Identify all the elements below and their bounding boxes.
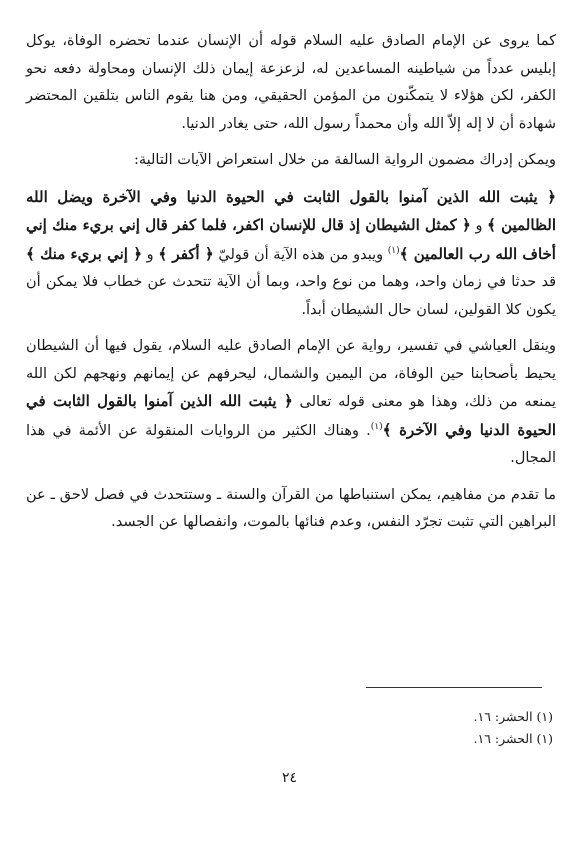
footnote-divider [366, 687, 542, 688]
quran-verse: ﴿ يثبت الله الذين آمنوا بالقول الثابت في الحيوة الدنيا وفي الآخرة ﴾ [26, 392, 556, 439]
page-number: ٢٤ [281, 770, 298, 786]
conjunction-text: و [470, 218, 488, 234]
footnote-marker[interactable]: (١) [387, 245, 400, 256]
conjunction-text: و [142, 246, 159, 263]
footnote-item: (١) الحشر: ١٦. [473, 731, 553, 746]
quran-verse: ﴿ كمثل الشيطان إذ قال للإنسان اكفر، فلما كفر قال إني بريء منك إني أخاف الله رب العالمين ﴾ [26, 216, 556, 263]
footnotes [474, 706, 553, 750]
body-text: قد حدثا في زمان واحد، وهما من نوع واحد، وبما أن الآية تتحدث عن خطاب فلا يمكن أن يكون كلا القولين، لسان حال الشيطان أبداً. [26, 274, 556, 318]
body-text: ويبدو من هذه الآية أن قوليّ [213, 246, 388, 263]
footnote-item: (١) الحشر: ١٦. [473, 709, 553, 724]
quran-verse: ﴿ يثبت الله الذين آمنوا بالقول الثابت في الحيوة الدنيا وفي الآخرة ويضل الله الظالمين ﴾ [26, 187, 556, 234]
footnote-marker[interactable]: (١) [370, 421, 383, 432]
paragraph-4 [26, 333, 556, 473]
paragraph-1: كما يروى عن الإمام الصادق عليه السلام قوله أن الإنسان عندما تحضره الوفاة، يوكل إبليس عدداً من شياطينه المساعدين له، لزعزعة إيمان ذلك الإنسان ومحاولة دفعه نحو الكفر، لكن هؤلاء لا يتمكّنون من المؤمن الحقيقي، ومن هنا يقوم الناس بتلقين المحتضر شهادة أن لا إله إلاّ الله وأن محمداً رسول الله، حتى يغادر الدنيا. [26, 33, 556, 132]
paragraph-5: ما تقدم من مفاهيم، يمكن استنباطها من القرآن والسنة ـ وستتحدث في فصل لاحق ـ عن البراهين التي تثبت تجرّد النفس، وعدم فنائها بالموت، وانفصالها عن الجسد. [26, 486, 556, 530]
body-text: . وهناك الكثير من الروايات المنقولة عن الأئمة في هذا المجال. [26, 422, 556, 466]
body-text: وينقل العياشي في تفسير، رواية عن الإمام الصادق عليه السلام، يقول فيها أن الشيطان يحيط بأصحابنا حين الوفاة، من اليمين والشمال، ليحرفهم عن إيمانهم ونهجهم لكن الله يمنعه من ذلك، وهذا هو معنى قوله تعالى [26, 338, 556, 410]
page-body [26, 28, 556, 537]
paragraph-3 [26, 184, 556, 325]
quran-verse: ﴿ أكفر ﴾ [158, 244, 214, 263]
paragraph-2: ويمكن إدراك مضمون الرواية السالفة من خلال استعراض الآيات التالية: [133, 152, 556, 168]
quran-verse: ﴿ إني بريء منك ﴾ [26, 244, 143, 263]
